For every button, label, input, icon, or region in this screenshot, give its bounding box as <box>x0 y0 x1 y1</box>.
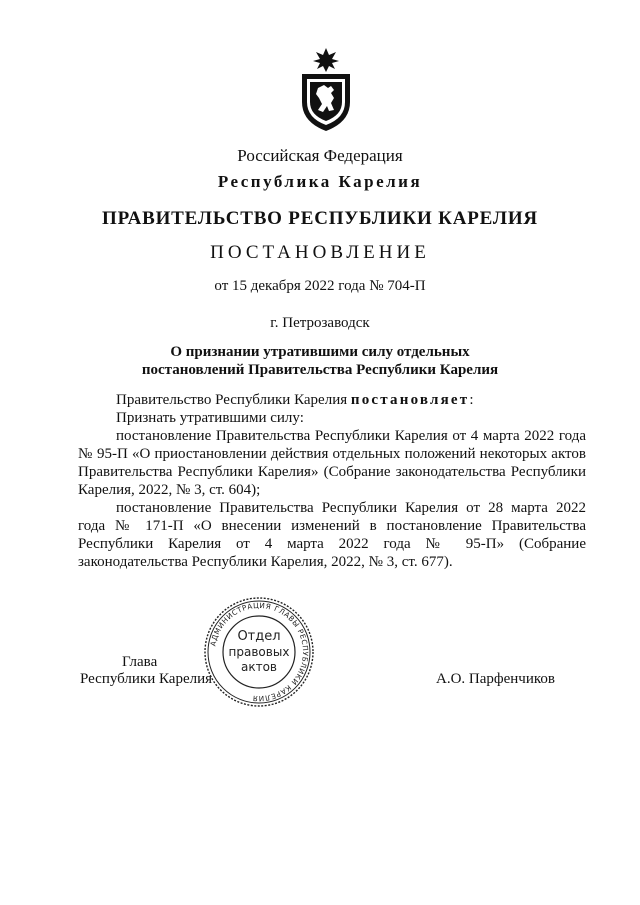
intro-prefix: Правительство Республики Карелия <box>116 392 351 408</box>
recognize-paragraph: Признать утратившими силу: <box>116 410 304 426</box>
government-title: ПРАВИТЕЛЬСТВО РЕСПУБЛИКИ КАРЕЛИЯ <box>102 208 538 229</box>
stamp-ring-text: АДМИНИСТРАЦИЯ ГЛАВЫ РЕСПУБЛИКИ КАРЕЛИЯ <box>208 600 311 704</box>
repealed-item-1: постановление Правительства Республики Карелия от 4 марта 2022 года № 95-П «О приостановлении действия отдельных положений некоторых актов Правительства Республики Карелия» (Собрание законодательства Республики Карелия, 2022, № 3, ст. 604); <box>78 428 586 498</box>
document-subject-line1: О признании утратившими силу отдельных <box>170 344 470 360</box>
intro-verb: постановляет <box>350 392 470 408</box>
stamp-line1: Отдел <box>237 629 281 644</box>
stamp-line3: актов <box>240 660 278 674</box>
signatory-title-line1: Глава <box>122 654 158 670</box>
coat-of-arms-emblem <box>298 48 354 132</box>
document-date-number: от 15 декабря 2022 года № 704-П <box>214 278 426 294</box>
document-body <box>78 391 586 571</box>
intro-paragraph <box>78 391 586 409</box>
country-name: Российская Федерация <box>237 146 403 165</box>
signatory-name: А.О. Парфенчиков <box>436 671 555 687</box>
document-city: г. Петрозаводск <box>270 315 370 331</box>
document-type: ПОСТАНОВЛЕНИЕ <box>210 242 430 263</box>
signatory-title-line2: Республики Карелия <box>80 671 213 687</box>
intro-suffix: : <box>469 392 474 408</box>
republic-name: Республика Карелия <box>217 172 423 191</box>
stamp-line2: правовых <box>228 645 290 659</box>
star-icon <box>313 48 339 72</box>
repealed-item-2: постановление Правительства Республики Карелия от 28 марта 2022 года № 171-П «О внесении изменений в постановление Правительства Республики Карелия от 4 марта 2022 года № 95-П» (Собрание законодательства Республики Карелия, 2022, № 3, ст. 677). <box>78 500 586 570</box>
document-subject-line2: постановлений Правительства Республики Карелия <box>141 362 499 378</box>
legal-department-stamp <box>203 596 315 708</box>
